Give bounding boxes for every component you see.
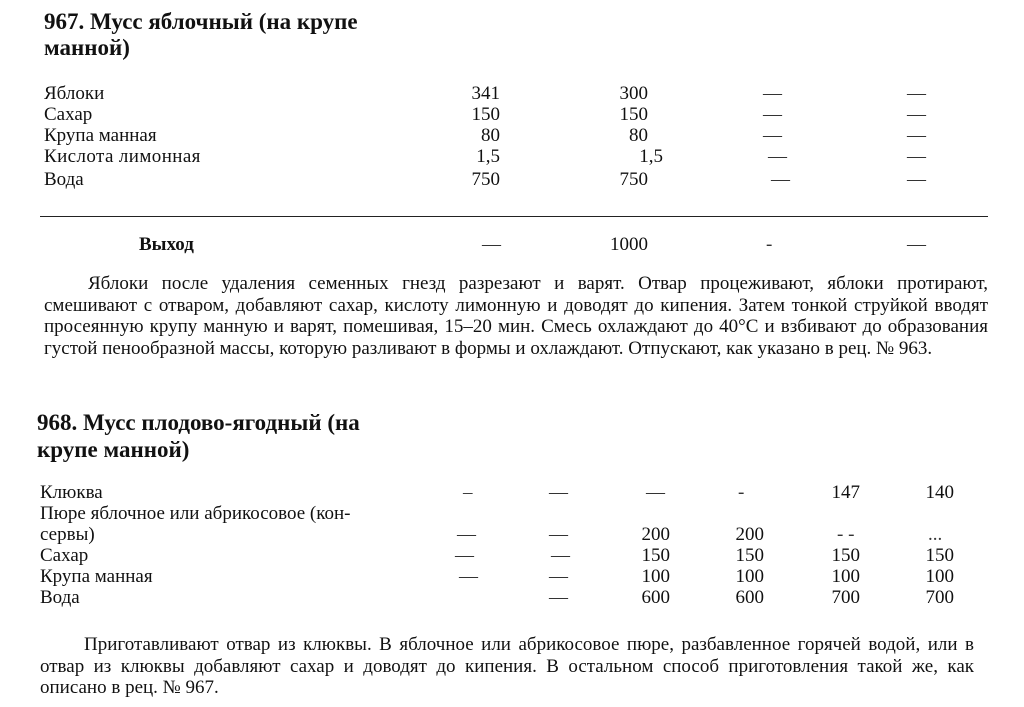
- net-weight-1: —: [549, 482, 568, 503]
- net-weight-2: —: [907, 169, 926, 190]
- gross-weight-3: 700: [831, 587, 860, 608]
- ingredient-name: Сахар: [40, 545, 89, 566]
- net-weight-1: 1,5: [639, 146, 663, 167]
- net-weight-1: 150: [619, 104, 648, 125]
- gross-weight-1: 150: [471, 104, 500, 125]
- net-weight-2: 200: [735, 524, 764, 545]
- gross-weight-1: —: [457, 524, 476, 545]
- gross-weight-3: 100: [831, 566, 860, 587]
- gross-weight-1: –: [463, 482, 473, 503]
- net-weight-2: 600: [735, 587, 764, 608]
- net-weight-1: —: [549, 587, 568, 608]
- ingredient-name: Крупа манная: [44, 125, 157, 146]
- gross-weight-2: —: [763, 125, 782, 146]
- gross-weight-1: 80: [481, 125, 500, 146]
- ingredient-name: Пюре яблочное или абрикосовое (кон-: [40, 503, 351, 524]
- net-weight-1: 750: [619, 169, 648, 190]
- ingredient-name: Вода: [40, 587, 80, 608]
- ingredient-name: Яблоки: [44, 83, 105, 104]
- net-weight-2: —: [907, 146, 926, 167]
- ingredient-name: Сахар: [44, 104, 93, 125]
- net-weight-1: —: [549, 566, 568, 587]
- gross-weight-1: 341: [471, 83, 500, 104]
- yield-gross-1: —: [482, 234, 501, 255]
- net-weight-2: -: [738, 482, 745, 503]
- ingredient-name: Крупа манная: [40, 566, 153, 587]
- net-weight-2: —: [907, 83, 926, 104]
- ingredient-name: Вода: [44, 169, 84, 190]
- net-weight-1: 300: [619, 83, 648, 104]
- net-weight-2: —: [907, 125, 926, 146]
- net-weight-2: 150: [735, 545, 764, 566]
- recipe-968-description: [40, 634, 974, 699]
- gross-weight-1: 750: [471, 169, 500, 190]
- net-weight-1: 80: [629, 125, 648, 146]
- yield-net-2: —: [907, 234, 926, 255]
- yield-net-1: 1000: [610, 234, 648, 255]
- net-weight-3: 150: [925, 545, 954, 566]
- net-weight-3: ...: [928, 524, 943, 545]
- gross-weight-3: 147: [831, 482, 860, 503]
- table-divider: [40, 216, 988, 217]
- gross-weight-1: —: [455, 545, 474, 566]
- gross-weight-3: 150: [831, 545, 860, 566]
- gross-weight-1: 1,5: [476, 146, 500, 167]
- gross-weight-2: —: [768, 146, 787, 167]
- recipe-968-description-text: Приготавливают отвар из клюквы. В яблочное или абрикосовое пюре, разбавленное горячей водой, или в отвар из клюквы добавляют сахар и доводят до кипения. В остальном способ приготовления такой же, как описано в рец. № 967.: [40, 634, 974, 699]
- ingredient-name-cont: сервы): [40, 524, 95, 545]
- net-weight-3: 700: [925, 587, 954, 608]
- recipe-968-title: 968. Мусс плодово-ягодный (на: [37, 410, 360, 435]
- yield-gross-2: -: [766, 234, 773, 255]
- net-weight-3: 140: [925, 482, 954, 503]
- yield-label: Выход: [139, 234, 194, 255]
- gross-weight-3: - -: [837, 524, 855, 545]
- gross-weight-2: —: [763, 104, 782, 125]
- ingredient-name: Кислота лимонная: [44, 146, 201, 167]
- recipe-967-description-text: Яблоки после удаления семенных гнезд разрезают и варят. Отвар процеживают, яблоки протирают, смешивают с отваром, добавляют сахар, кислоту лимонную и доводят до кипения. Затем тонкой струйкой вводят просеянную крупу манную и варят, помешивая, 15–20 мин. Смесь охлаждают до 40°С и взбивают до образования густой пенообразной массы, которую разливают в формы и охлаждают. Отпускают, как указано в рец. № 963.: [44, 273, 988, 359]
- net-weight-1: —: [551, 545, 570, 566]
- gross-weight-1: —: [459, 566, 478, 587]
- gross-weight-2: 600: [641, 587, 670, 608]
- net-weight-3: 100: [925, 566, 954, 587]
- net-weight-2: 100: [735, 566, 764, 587]
- ingredient-name: Клюква: [40, 482, 103, 503]
- recipe-967-description: [44, 273, 988, 359]
- recipe-967-title-cont: манной): [44, 35, 130, 60]
- net-weight-1: —: [549, 524, 568, 545]
- gross-weight-2: —: [771, 169, 790, 190]
- gross-weight-2: 100: [641, 566, 670, 587]
- gross-weight-2: —: [763, 83, 782, 104]
- gross-weight-2: 200: [641, 524, 670, 545]
- recipe-968-title-cont: крупе манной): [37, 437, 190, 462]
- net-weight-2: —: [907, 104, 926, 125]
- gross-weight-2: —: [646, 482, 665, 503]
- gross-weight-2: 150: [641, 545, 670, 566]
- recipe-967-title: 967. Мусс яблочный (на крупе: [44, 9, 358, 34]
